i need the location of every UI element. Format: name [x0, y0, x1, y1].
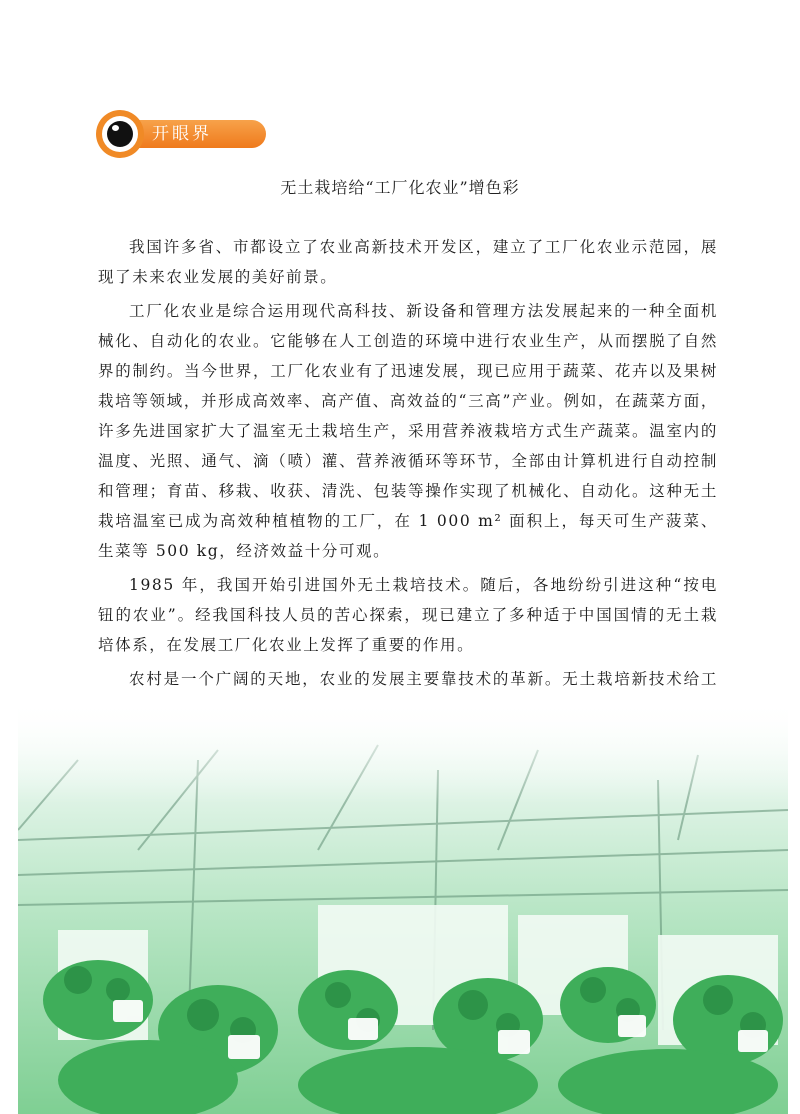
- paragraph-1: 我国许多省、市都设立了农业高新技术开发区，建立了工厂化农业示范园，展现了未来农业发展的美好前景。: [98, 238, 718, 286]
- section-badge: [96, 108, 268, 160]
- article-title: 无土栽培给“工厂化农业”增色彩: [280, 178, 520, 197]
- paragraph-4: 农村是一个广阔的天地，农业的发展主要靠技术的革新。无土栽培新技术给工: [129, 670, 718, 688]
- greenhouse-photo: [18, 700, 788, 1114]
- paragraph-2: 工厂化农业是综合运用现代高科技、新设备和管理方法发展起来的一种全面机械化、自动化的农业。它能够在人工创造的环境中进行农业生产，从而摆脱了自然界的制约。当今世界，工厂化农业有了迅速发展，现已应用于蔬菜、花卉以及果树栽培等领域，并形成高效率、高产值、高效益的“三高”产业。例如，在蔬菜方面，许多先进国家扩大了温室无土栽培生产，采用营养液栽培方式生产蔬菜。温室内的温度、光照、通气、滴（喷）灌、营养液循环等环节，全部由计算机进行自动控制和管理；育苗、移栽、收获、清洗、包装等操作实现了机械化、自动化。这种无土栽培温室已成为高效种植植物的工厂，在 1 000 m² 面积上，每天可生产菠菜、生菜等 500 kg，经济效益十分可观。: [98, 302, 718, 560]
- paragraph-3: 1985 年，我国开始引进国外无土栽培技术。随后，各地纷纷引进这种“按电钮的农业”。经我国科技人员的苦心探索，现已建立了多种适于中国国情的无土栽培体系，在发展工厂化农业上发挥了重要的作用。: [98, 576, 718, 654]
- badge-label: 开眼界: [152, 124, 212, 144]
- article-body: [98, 232, 718, 728]
- eye-icon: [96, 110, 144, 158]
